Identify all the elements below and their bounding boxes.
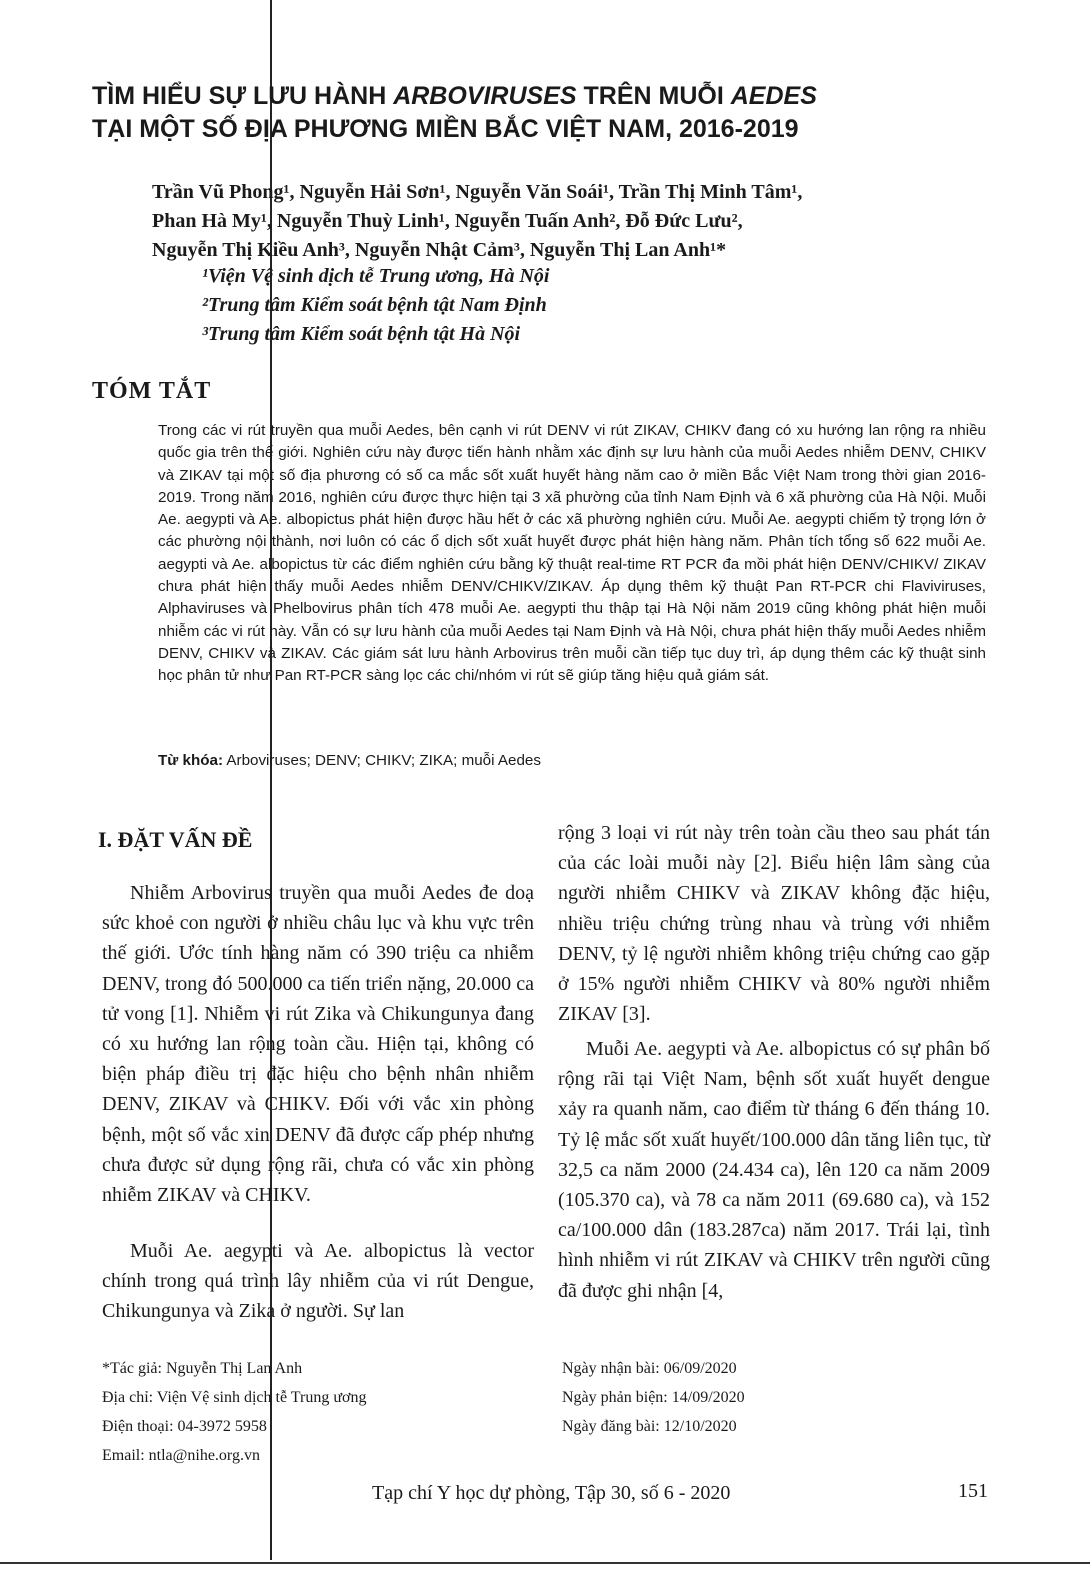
paragraph: Muỗi Ae. aegypti và Ae. albopictus có sự phân bố rộng rãi tại Việt Nam, bệnh sốt xuất huyết dengue xảy ra quanh năm, cao điểm từ tháng 6 đến tháng 10. Tỷ lệ mắc sốt xuất huyết/100.000 dân tăng liên tục, từ 32,5 ca năm 2000 (24.434 ca), lên 120 ca năm 2009 (105.370 ca), và 78 ca năm 2011 (69.680 ca), và 152 ca/100.000 dân (183.287ca) năm 2017. Trái lại, tình hình nhiễm vi rút ZIKAV và CHIKV trên người cũng đã được ghi nhận [4,: [558, 1038, 990, 1302]
body-column-right: [558, 1034, 990, 1306]
title-italic-term: AEDES: [730, 82, 817, 110]
page-number: 151: [958, 1480, 988, 1502]
title-italic-term: ARBOVIRUSES: [393, 82, 577, 110]
body-column-left: [102, 878, 534, 1210]
affiliation: ²Trung tâm Kiểm soát bệnh tật Nam Định: [202, 294, 547, 316]
footnote-contact: [102, 1354, 522, 1470]
section-heading: I. ĐẶT VẤN ĐỀ: [98, 827, 253, 852]
author-line: Nguyễn Thị Kiều Anh³, Nguyễn Nhật Cảm³, Nguyễn Thị Lan Anh¹*: [152, 239, 727, 261]
paragraph: Nhiễm Arbovirus truyền qua muỗi Aedes đe doạ sức khoẻ con người ở nhiều châu lục và khu vực trên thế giới. Ước tính hàng năm có 390 triệu ca nhiễm DENV, trong đó 500.000 ca tiến triển nặng, 20.000 ca tử vong [1]. Nhiễm vi rút Zika và Chikungunya đang có xu hướng lan rộng toàn cầu. Hiện tại, không có biện pháp điều trị đặc hiệu cho bệnh nhân nhiễm DENV, ZIKAV và CHIKV. Đối với vắc xin phòng bệnh, một số vắc xin DENV đã được cấp phép nhưng chưa được sử dụng rộng rãi, chưa có vắc xin phòng nhiễm ZIKAV và CHIKV.: [102, 882, 534, 1207]
title-text: TRÊN MUỖI: [576, 82, 731, 110]
date-published: Ngày đăng bài: 12/10/2020: [562, 1418, 737, 1435]
date-received: Ngày nhận bài: 06/09/2020: [562, 1360, 737, 1377]
author-line: Trần Vũ Phong¹, Nguyễn Hải Sơn¹, Nguyễn Văn Soái¹, Trần Thị Minh Tâm¹,: [152, 181, 803, 203]
keywords-label: Từ khóa:: [158, 752, 223, 769]
bottom-rule: [0, 1562, 1090, 1564]
paragraph: Muỗi Ae. aegypti và Ae. albopictus là vector chính trong quá trình lây nhiễm của vi rút Dengue, Chikungunya và Zika ở người. Sự lan: [102, 1240, 534, 1323]
author-line: Phan Hà My¹, Nguyễn Thuỳ Linh¹, Nguyễn Tuấn Anh², Đỗ Đức Lưu²,: [152, 210, 743, 232]
article-title: [92, 80, 992, 146]
footnote-author: *Tác giả: Nguyễn Thị Lan Anh: [102, 1360, 303, 1377]
abstract-text: Trong các vi rút truyền qua muỗi Aedes, bên cạnh vi rút DENV vi rút ZIKAV, CHIKV đang có xu hướng lan rộng ra nhiều quốc gia trên thế giới. Nghiên cứu này được tiến hành nhằm xác định sự lưu hành của muỗi Aedes nhiễm DENV, CHIKV và ZIKAV tại một số địa phương có số ca mắc sốt xuất huyết hàng năm cao ở miền Bắc Việt Nam trong thời gian 2016-2019. Trong năm 2016, nghiên cứu được thực hiện tại 3 xã phường của tỉnh Nam Định và 6 xã phường của Hà Nội. Muỗi Ae. aegypti và Ae. albopictus phát hiện được hầu hết ở các xã phường nghiên cứu. Muỗi Ae. aegypti chiếm tỷ trọng lớn ở các phường nội thành, nơi luôn có các ổ dịch sốt xuất huyết được phát hiện hàng năm. Phân tích tổng số 622 muỗi Ae. aegypti và Ae. albopictus từ các điểm nghiên cứu bằng kỹ thuật real-time RT PCR đa mồi phát hiện DENV/CHIKV/ ZIKAV chưa phát hiện thấy muỗi Aedes nhiễm DENV/CHIKV/ZIKAV. Áp dụng thêm kỹ thuật Pan RT-PCR chi Flaviviruses, Alphaviruses và Phelbovirus phân tích 478 muỗi Ae. aegypti thu thập tại Hà Nội năm 2019 cũng không phát hiện muỗi nhiễm các vi rút này. Vẫn có sự lưu hành của muỗi Aedes tại Nam Định và Hà Nội, chưa phát hiện thấy muỗi Aedes nhiễm DENV, CHIKV và ZIKAV. Các giám sát lưu hành Arbovirus trên muỗi cần tiếp tục duy trì, áp dụng thêm các kỹ thuật sinh học phân tử như Pan RT-PCR sàng lọc các chi/nhóm vi rút sẽ giúp tăng hiệu quả giám sát.: [158, 422, 986, 685]
footnote-phone: Điện thoại: 04-3972 5958: [102, 1418, 267, 1435]
footnote-email: Email: ntla@nihe.org.vn: [102, 1447, 260, 1464]
title-text: TÌM HIỂU SỰ LƯU HÀNH: [92, 82, 394, 110]
affiliations: [202, 262, 902, 349]
affiliation: ³Trung tâm Kiểm soát bệnh tật Hà Nội: [202, 323, 521, 345]
body-column-right: [558, 818, 990, 1029]
abstract-heading: TÓM TẮT: [92, 378, 212, 404]
paragraph: rộng 3 loại vi rút này trên toàn cầu theo sau phát tán của các loài muỗi này [2]. Biểu hiện lâm sàng của người nhiễm CHIKV và ZIKAV không đặc hiệu, nhiều triệu chứng trùng nhau và trùng với nhiễm DENV, tỷ lệ người nhiễm không triệu chứng cao gặp ở 15% người nhiễm CHIKV và 80% người nhiễm ZIKAV [3].: [558, 822, 990, 1026]
keywords: [158, 752, 986, 769]
title-line-2: TẠI MỘT SỐ ĐỊA PHƯƠNG MIỀN BẮC VIỆT NAM, 2016-2019: [92, 115, 799, 143]
body-column-left: [102, 1236, 534, 1327]
keywords-value: Arboviruses; DENV; CHIKV; ZIKA; muỗi Aedes: [223, 752, 541, 769]
journal-footer: Tạp chí Y học dự phòng, Tập 30, số 6 - 2020: [372, 1482, 731, 1504]
author-list: [152, 178, 992, 265]
date-reviewed: Ngày phản biện: 14/09/2020: [562, 1389, 745, 1406]
affiliation: ¹Viện Vệ sinh dịch tễ Trung ương, Hà Nội: [202, 265, 550, 287]
footnote-address: Địa chỉ: Viện Vệ sinh dịch tễ Trung ương: [102, 1389, 367, 1406]
footnote-dates: [562, 1354, 982, 1441]
